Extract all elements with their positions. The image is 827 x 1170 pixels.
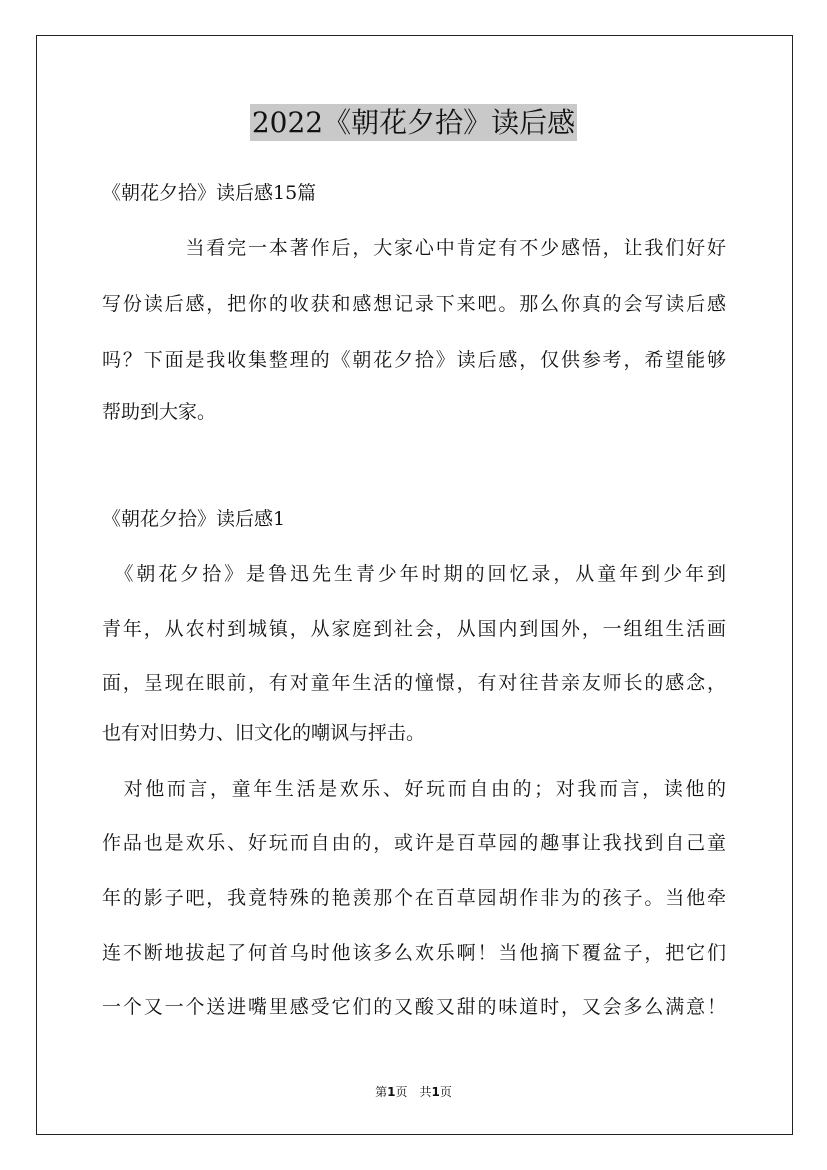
- title-container: [0, 104, 827, 141]
- footer-page-current: 1: [387, 1085, 396, 1099]
- paragraph-line: 连不断地拔起了何首乌时他该多么欢乐啊！当他摘下覆盆子，把它们: [102, 942, 726, 964]
- paragraph-line: 年的影子吧，我竟特殊的艳羡那个在百草园胡作非为的孩子。当他牵: [102, 887, 726, 909]
- intro-line: 帮助到大家。: [102, 401, 217, 423]
- footer-suffix: 页: [439, 1085, 452, 1099]
- paragraph-line: 《朝花夕拾》是鲁迅先生青少年时期的回忆录，从童年到少年到: [102, 563, 726, 585]
- footer-page-total: 1: [431, 1085, 440, 1099]
- intro-line: 写份读后感，把你的收获和感想记录下来吧。那么你真的会写读后感: [102, 293, 726, 315]
- footer-mid: 页 共: [395, 1085, 432, 1099]
- paragraph-line: 作品也是欢乐、好玩而自由的，或许是百草园的趣事让我找到自己童: [102, 832, 726, 854]
- paragraph-line: 对他而言，童年生活是欢乐、好玩而自由的；对我而言，读他的: [102, 778, 726, 800]
- paragraph-line: 一个又一个送进嘴里感受它们的又酸又甜的味道时，又会多么满意！: [102, 996, 726, 1018]
- paragraph-line: 面，呈现在眼前，有对童年生活的憧憬，有对往昔亲友师长的感念，: [102, 672, 726, 694]
- section-heading: 《朝花夕拾》读后感1: [102, 508, 286, 530]
- intro-line: 吗？下面是我收集整理的《朝花夕拾》读后感，仅供参考，希望能够: [102, 349, 726, 371]
- document-title: 2022《朝花夕拾》读后感: [251, 106, 576, 139]
- paragraph-line: 也有对旧势力、旧文化的嘲讽与抨击。: [102, 722, 426, 744]
- subtitle: 《朝花夕拾》读后感15篇: [102, 182, 317, 204]
- page-footer: [0, 1083, 827, 1100]
- intro-line: 当看完一本著作后，大家心中肯定有不少感悟，让我们好好: [102, 237, 726, 259]
- footer-prefix: 第: [375, 1085, 388, 1099]
- paragraph-line: 青年，从农村到城镇，从家庭到社会，从国内到国外，一组组生活画: [102, 618, 726, 640]
